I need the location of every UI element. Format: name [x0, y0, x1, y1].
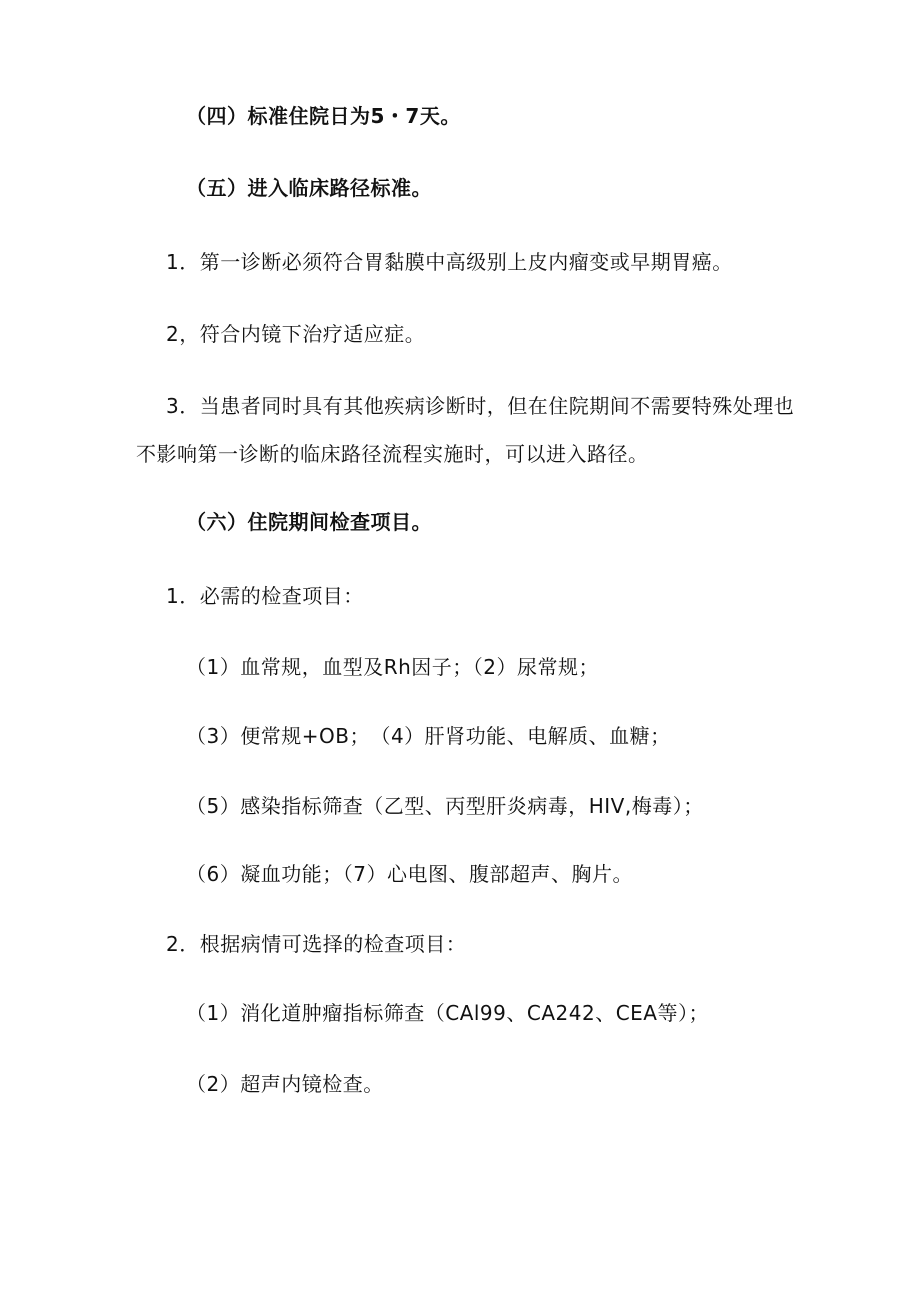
paragraph-criterion-3-line-2: 不影响第一诊断的临床路径流程实施时，可以进入路径。 — [136, 442, 649, 466]
list-item-required-2: （3）便常规+OB； （4）肝肾功能、电解质、血糖； — [186, 724, 671, 748]
paragraph-criterion-1: 1．第一诊断必须符合胃黏膜中高级别上皮内瘤变或早期胃癌。 — [166, 250, 733, 274]
section-heading-standard-stay: （四）标准住院日为5・7天。 — [186, 104, 461, 128]
list-item-required-3: （5）感染指标筛查（乙型、丙型肝炎病毒，HIV,梅毒）； — [186, 794, 704, 818]
section-heading-inpatient-tests: （六）住院期间检查项目。 — [186, 510, 432, 534]
paragraph-criterion-3-line-1: 3．当患者同时具有其他疾病诊断时，但在住院期间不需要特殊处理也 — [166, 394, 795, 418]
list-item-required-1: （1）血常规，血型及Rh因子；（2）尿常规； — [186, 655, 600, 679]
paragraph-optional-tests: 2．根据病情可选择的检查项目： — [166, 932, 467, 956]
paragraph-criterion-2: 2，符合内镜下治疗适应症。 — [166, 322, 426, 346]
section-heading-clinical-pathway: （五）进入临床路径标准。 — [186, 176, 432, 200]
list-item-optional-2: （2）超声内镜检查。 — [186, 1072, 384, 1096]
paragraph-required-tests: 1．必需的检查项目： — [166, 584, 364, 608]
list-item-required-4: （6）凝血功能；（7）心电图、腹部超声、胸片。 — [186, 862, 633, 886]
list-item-optional-1: （1）消化道肿瘤指标筛查（CAl99、CA242、CEA等）； — [186, 1001, 709, 1025]
